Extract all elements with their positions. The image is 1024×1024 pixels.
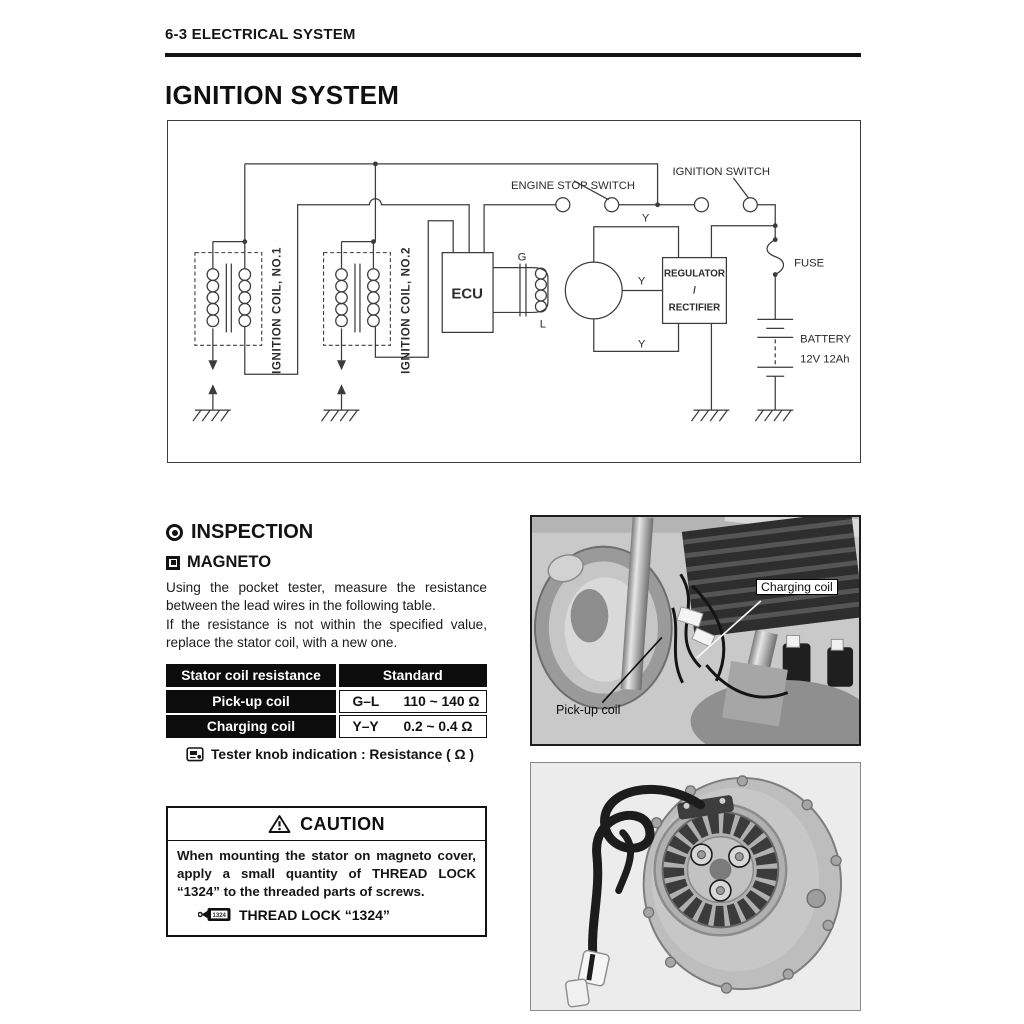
label-battery: BATTERY [800,333,852,346]
table-header-standard: Standard [339,664,488,687]
table-row-charging-label: Charging coil [166,715,336,738]
label-battery-spec: 12V 12Ah [800,353,850,366]
tester-note-text: Tester knob indication : Resistance ( Ω ) [211,747,475,762]
thread-lock-line [198,906,485,923]
pickup-wire-pair: G–L [352,693,380,709]
label-regulator-2: / [693,285,696,297]
label-engine-stop-switch: ENGINE STOP SWITCH [511,179,635,192]
magneto-bullet-icon [166,556,180,570]
warning-triangle-icon [268,814,291,834]
inspection-text [166,579,487,652]
label-wire-y3: Y [637,338,646,351]
photo-coil-location [530,515,861,746]
table-row-pickup-value [339,690,488,713]
header-rule [165,53,861,57]
tester-note [186,746,474,763]
pickup-resistance-value: 110 ~ 140 Ω [403,693,480,709]
ignition-switch-symbol [694,178,775,240]
table-row-pickup-label: Pick-up coil [166,690,336,713]
label-fuse: FUSE [794,257,825,270]
charging-wire-pair: Y–Y [352,719,379,734]
caution-title-bar [168,808,485,841]
table-header-stator: Stator coil resistance [166,664,336,687]
magneto-heading-label: MAGNETO [187,553,272,571]
caution-body-text: When mounting the stator on magneto cover, apply a small quantity of THREAD LOCK “1324” to the threaded parts of screws. [177,848,476,899]
magneto-symbol [565,227,678,352]
stator-resistance-table [166,664,487,738]
wire-coil2-to-ecu [375,221,453,358]
pickup-coil-label: Pick-up coil [556,703,621,717]
label-ignition-switch: IGNITION SWITCH [672,165,771,178]
inspection-heading-label: INSPECTION [191,521,314,543]
thread-lock-code: 1324 [212,912,226,919]
wire-ecu-power [484,205,556,253]
label-regulator-3: RECTIFIER [668,302,721,314]
magneto-heading [166,553,271,572]
inspection-heading [166,521,313,544]
inspection-bullet-icon [166,524,183,541]
thread-lock-text: THREAD LOCK “1324” [239,906,390,923]
regulator-rectifier-box [663,226,776,421]
charging-resistance-value: 0.2 ~ 0.4 Ω [403,719,473,734]
label-wire-g: G [517,251,527,264]
wire-coil-feed [245,164,658,242]
battery-symbol [755,319,793,421]
page-header: 6-3 ELECTRICAL SYSTEM [165,26,356,43]
tester-icon [186,746,205,763]
label-wire-y1: Y [641,212,650,225]
ignition-wiring-diagram [167,120,861,463]
label-coil1: IGNITION COIL, NO.1 [271,247,284,374]
caution-title-text: CAUTION [300,813,385,834]
label-regulator-1: REGULATOR [663,268,725,280]
label-coil2: IGNITION COIL, NO.2 [400,247,413,374]
ignition-coil-1-symbol [193,239,262,421]
inspection-paragraph-2: If the resistance is not within the specified value, replace the stator coil, with a new one. [166,616,487,650]
ignition-coil-2-symbol [322,239,391,421]
label-wire-y2: Y [637,275,646,288]
photo-magneto-stator [530,762,861,1011]
table-row-charging-value [339,715,488,738]
pickup-coil-symbol [493,264,548,317]
label-ecu: ECU [451,285,483,303]
fuse-symbol [767,240,783,320]
inspection-paragraph-1: Using the pocket tester, measure the resistance between the lead wires in the following table. [166,580,487,614]
charging-coil-label: Charging coil [756,579,838,595]
label-wire-l: L [539,318,547,331]
page-title: IGNITION SYSTEM [165,80,400,110]
caution-box [166,806,487,937]
wiring-diagram-svg [168,121,860,462]
photo2-image [531,763,860,1010]
thread-lock-tube-icon [198,906,232,923]
